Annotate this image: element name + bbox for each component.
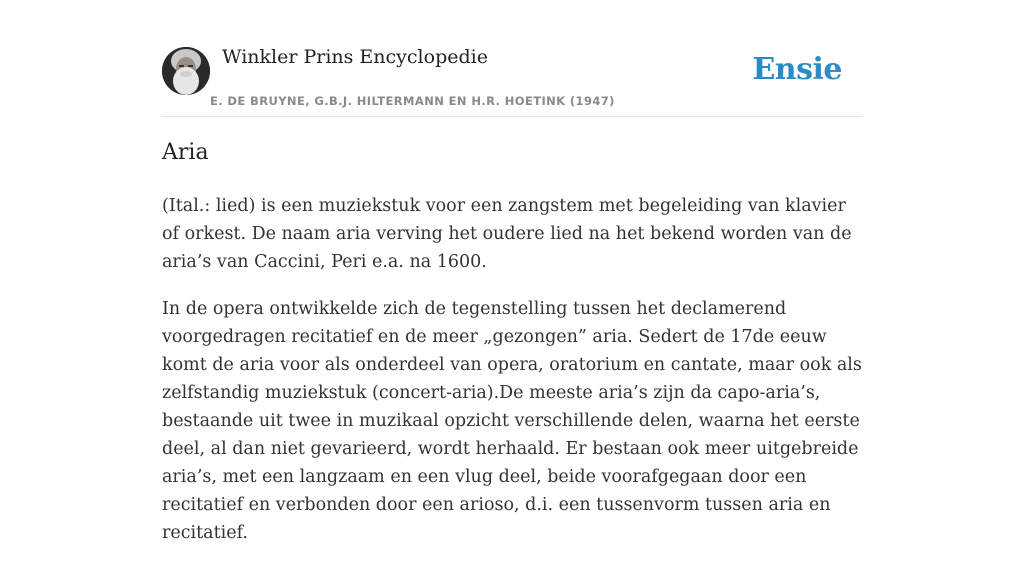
page — [162, 0, 862, 543]
publication-title[interactable]: Winkler Prins Encyclopedie — [222, 46, 488, 68]
article-body — [162, 192, 862, 566]
publication-authors: E. DE BRUYNE, G.B.J. HILTERMANN EN H.R. HOETINK (1947) — [210, 94, 615, 108]
author-avatar[interactable] — [162, 47, 210, 95]
brand-logo[interactable]: Ensie — [752, 52, 842, 87]
article-title: Aria — [162, 140, 209, 165]
article-paragraph: (Ital.: lied) is een muziekstuk voor een zangstem met begeleiding van klavier of orkest. De naam aria verving het oudere lied na het bekend worden van de aria’s van Caccini, Peri e.a. na 1600. — [162, 196, 852, 272]
header — [162, 0, 862, 117]
portrait-icon — [162, 47, 210, 95]
article-paragraph: In de opera ontwikkelde zich de tegenstelling tussen het declamerend voorgedragen recitatief en de meer „gezongen” aria. Sedert de 17de eeuw komt de aria voor als onderdeel van opera, oratorium en cantate, maar ook als zelfstandig muziekstuk (concert-aria).De meeste aria’s zijn da capo-aria’s, bestaande uit twee in muzikaal opzicht verschillende delen, waarna het eerste deel, al dan niet gevarieerd, wordt herhaald. Er bestaan ook meer uitgebreide aria’s, met een langzaam en een vlug deel, beide voorafgegaan door een recitatief en verbonden door een arioso, d.i. een tussenvorm tussen aria en recitatief. — [162, 299, 862, 543]
